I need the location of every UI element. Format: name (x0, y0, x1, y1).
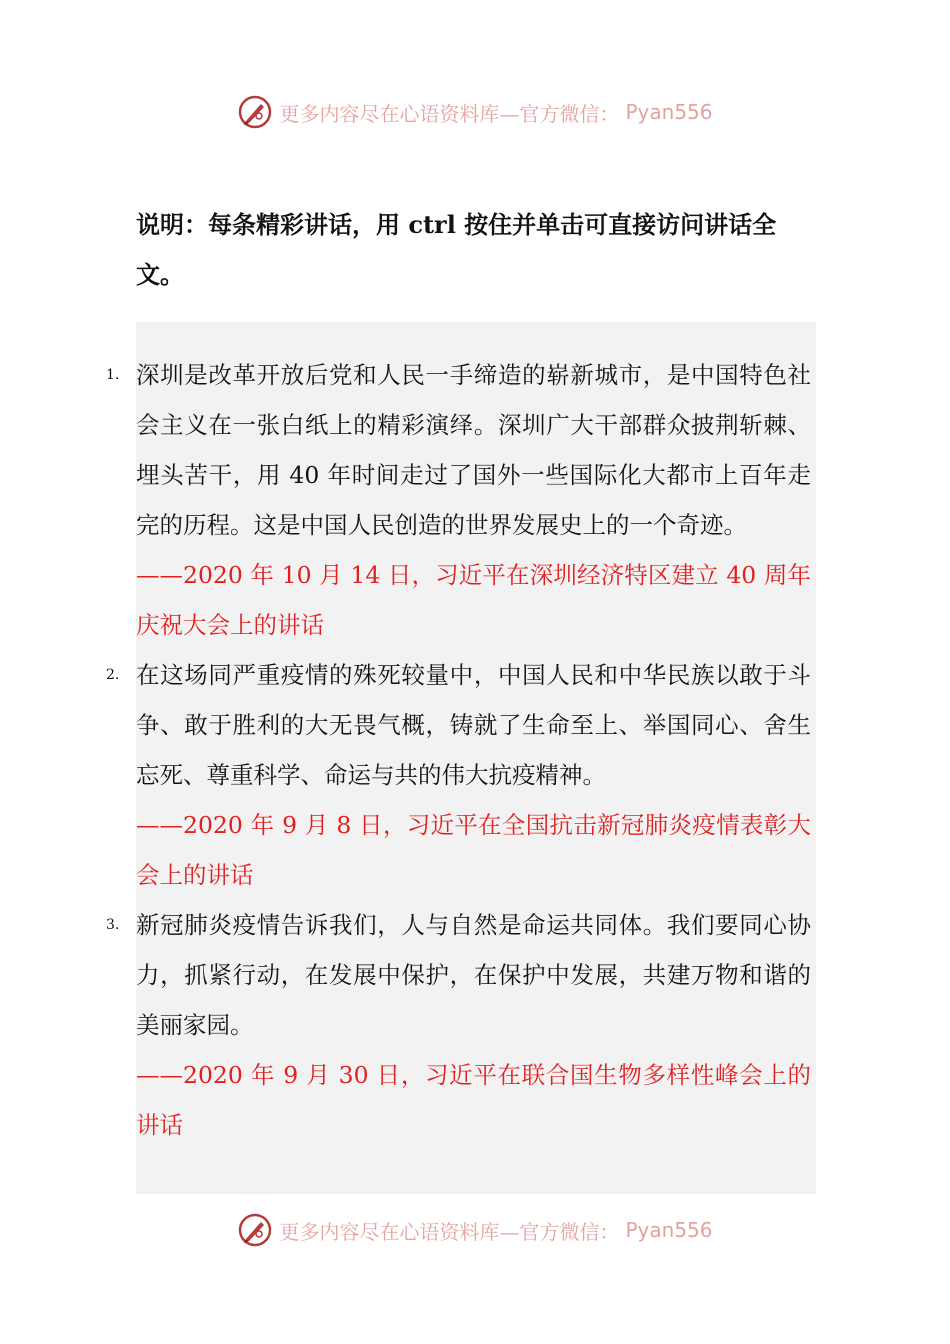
intro-note: 说明：每条精彩讲话，用 ctrl 按住并单击可直接访问讲话全文。 (136, 210, 777, 289)
quote-list (106, 350, 811, 1150)
quote-source-link[interactable]: ——2020 年 10 月 14 日，习近平在深圳经济特区建立 40 周年庆祝大会上的讲话 (136, 561, 811, 639)
quote-source-link[interactable]: ——2020 年 9 月 30 日，习近平在联合国生物多样性峰会上的讲话 (136, 1061, 811, 1139)
watermark-text: 更多内容尽在心语资料库—官方微信： (279, 1219, 620, 1244)
quote-source-link[interactable]: ——2020 年 9 月 8 日，习近平在全国抗击新冠肺炎疫情表彰大会上的讲话 (136, 811, 811, 889)
quote-number: 2. (106, 667, 120, 683)
quote-item (106, 350, 811, 650)
footer-watermark (0, 1210, 950, 1250)
pen-logo-icon (237, 1212, 273, 1248)
header-watermark (0, 92, 950, 132)
quote-text: 新冠肺炎疫情告诉我们，人与自然是命运共同体。我们要同心协力，抓紧行动，在发展中保护，在保护中发展，共建万物和谐的美丽家园。 (136, 911, 811, 1039)
quote-text: 在这场同严重疫情的殊死较量中，中国人民和中华民族以敢于斗争、敢于胜利的大无畏气概，铸就了生命至上、举国同心、舍生忘死、尊重科学、命运与共的伟大抗疫精神。 (136, 661, 811, 789)
quote-item (106, 650, 811, 900)
quote-text: 深圳是改革开放后党和人民一手缔造的崭新城市，是中国特色社会主义在一张白纸上的精彩演绎。深圳广大干部群众披荆斩棘、埋头苦干，用 40 年时间走过了国外一些国际化大都市上百年走完的历程。这是中国人民创造的世界发展史上的一个奇迹。 (136, 361, 811, 539)
quote-number: 1. (106, 367, 120, 383)
quote-item (106, 900, 811, 1150)
watermark-text: 更多内容尽在心语资料库—官方微信： (279, 101, 620, 126)
watermark-wechat-id: Pyan556 (625, 1218, 713, 1242)
quote-number: 3. (106, 917, 120, 933)
pen-logo-icon (237, 94, 273, 130)
watermark-wechat-id: Pyan556 (625, 100, 713, 124)
